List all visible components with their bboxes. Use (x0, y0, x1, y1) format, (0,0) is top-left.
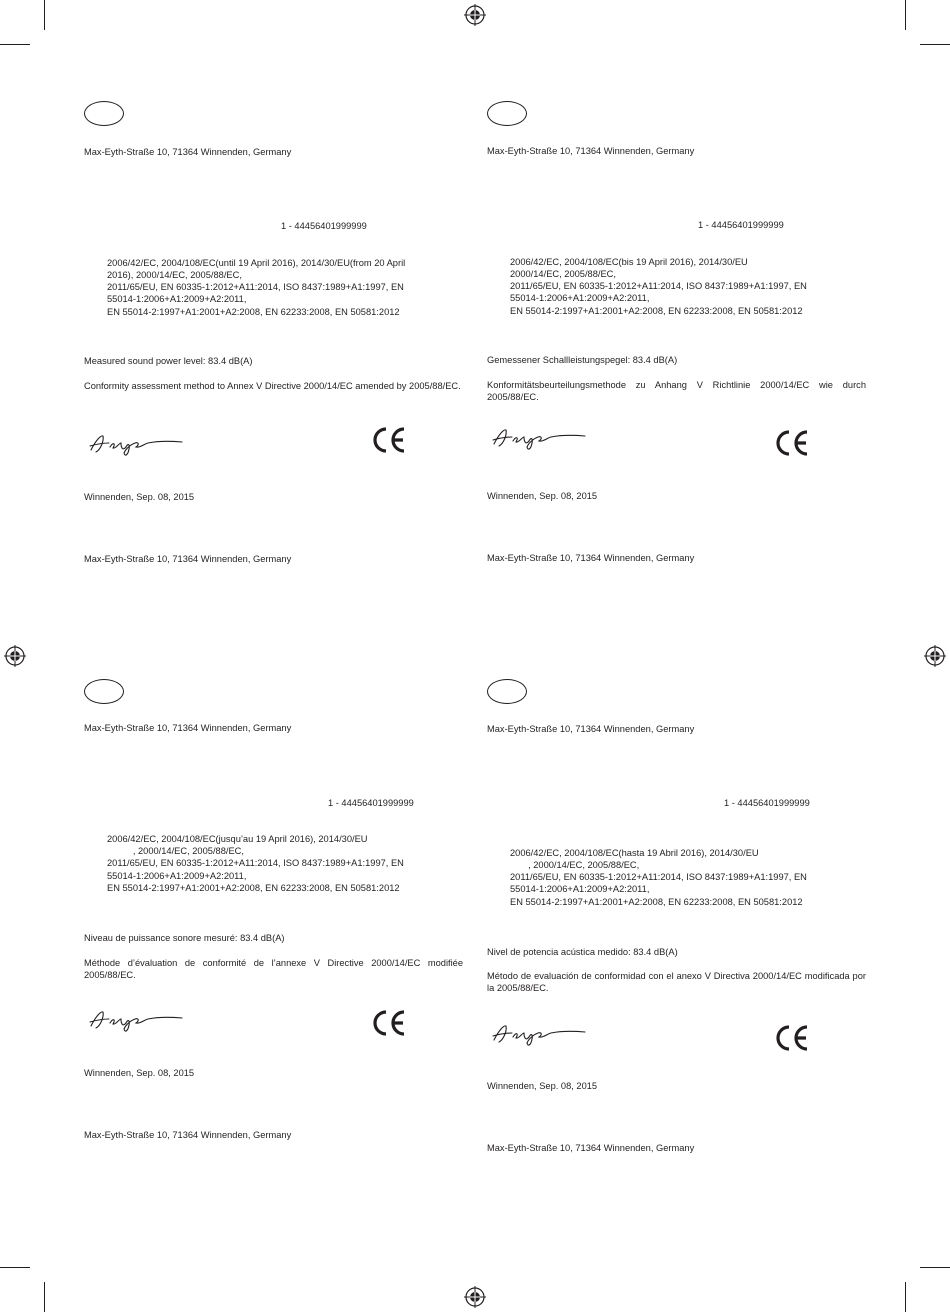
crop-mark (0, 1267, 30, 1268)
registration-mark-icon (464, 4, 486, 26)
directive-line: , 2000/14/EC, 2005/88/EC, (510, 860, 640, 870)
conformity-method: Konformitätsbeurteilungsmethode zu Anhang V Richtlinie 2000/14/EC wie durch 2005/88/EC. (487, 380, 866, 403)
directive-line: EN 55014-2:1997+A1:2001+A2:2008, EN 62233:2008, EN 50581:2012 (107, 883, 400, 893)
directive-line: 55014-1:2006+A1:2009+A2:2011, (510, 293, 650, 303)
place-date: Winnenden, Sep. 08, 2015 (84, 1068, 195, 1078)
ce-mark-icon (775, 430, 809, 456)
directive-line: 2006/42/EC, 2004/108/EC(hasta 19 Abril 2016), 2014/30/EU (510, 848, 759, 858)
manufacturer-address: Max-Eyth-Straße 10, 71364 Winnenden, Germany (487, 724, 695, 734)
language-oval (84, 679, 124, 704)
directive-line: 55014-1:2006+A1:2009+A2:2011, (510, 884, 650, 894)
place-date: Winnenden, Sep. 08, 2015 (487, 1081, 598, 1091)
conformity-method: Método de evaluación de conformidad con el anexo V Directiva 2000/14/EC modificada por la 2005/88/EC. (487, 971, 866, 994)
directive-line: EN 55014-2:1997+A1:2001+A2:2008, EN 62233:2008, EN 50581:2012 (510, 306, 803, 316)
directive-line: 2000/14/EC, 2005/88/EC, (510, 269, 616, 279)
manufacturer-address: Max-Eyth-Straße 10, 71364 Winnenden, Germany (84, 147, 292, 157)
directive-line: 2011/65/EU, EN 60335-1:2012+A11:2014, ISO 8437:1989+A1:1997, EN (510, 281, 807, 291)
crop-mark (905, 0, 906, 30)
article-number: 1 - 44456401999999 (281, 221, 367, 231)
crop-mark (44, 1282, 45, 1312)
manufacturer-address: Max-Eyth-Straße 10, 71364 Winnenden, Germany (84, 723, 292, 733)
signature (88, 1008, 184, 1034)
place-date: Winnenden, Sep. 08, 2015 (84, 492, 195, 502)
crop-mark (905, 1282, 906, 1312)
directive-line: EN 55014-2:1997+A1:2001+A2:2008, EN 62233:2008, EN 50581:2012 (510, 897, 803, 907)
language-oval (487, 679, 527, 704)
footer-address: Max-Eyth-Straße 10, 71364 Winnenden, Germany (84, 1130, 292, 1140)
language-oval (84, 101, 124, 126)
ce-mark-icon (372, 1010, 406, 1036)
directive-line: 2011/65/EU, EN 60335-1:2012+A11:2014, ISO 8437:1989+A1:1997, EN (107, 282, 404, 292)
signature (88, 432, 184, 458)
registration-mark-icon (4, 645, 26, 667)
directive-line: 55014-1:2006+A1:2009+A2:2011, (107, 871, 247, 881)
directive-line: EN 55014-2:1997+A1:2001+A2:2008, EN 62233:2008, EN 50581:2012 (107, 307, 400, 317)
ce-mark-icon (372, 427, 406, 453)
ce-mark-icon (775, 1025, 809, 1051)
language-oval (487, 101, 527, 126)
crop-mark (0, 44, 30, 45)
crop-mark (920, 1267, 950, 1268)
article-number: 1 - 44456401999999 (724, 798, 810, 808)
article-number: 1 - 44456401999999 (328, 798, 414, 808)
place-date: Winnenden, Sep. 08, 2015 (487, 491, 598, 501)
signature (491, 1022, 587, 1048)
registration-mark-icon (464, 1286, 486, 1308)
article-number: 1 - 44456401999999 (698, 220, 784, 230)
conformity-method: Méthode d’évaluation de conformité de l’annexe V Directive 2000/14/EC modifiée 2005/88/EC. (84, 958, 463, 981)
sound-power-level: Measured sound power level: 83.4 dB(A) (84, 356, 253, 366)
signature (491, 426, 587, 452)
directive-line: 2011/65/EU, EN 60335-1:2012+A11:2014, ISO 8437:1989+A1:1997, EN (107, 858, 404, 868)
conformity-method: Conformity assessment method to Annex V Directive 2000/14/EC amended by 2005/88/EC. (84, 381, 461, 391)
directive-line: 2006/42/EC, 2004/108/EC(bis 19 April 2016), 2014/30/EU (510, 257, 748, 267)
crop-mark (920, 44, 950, 45)
directive-line: 2006/42/EC, 2004/108/EC(until 19 April 2016), 2014/30/EU(from 20 April (107, 258, 406, 268)
directive-line: 55014-1:2006+A1:2009+A2:2011, (107, 294, 247, 304)
sound-power-level: Niveau de puissance sonore mesuré: 83.4 dB(A) (84, 933, 285, 943)
sound-power-level: Nivel de potencia acústica medido: 83.4 dB(A) (487, 947, 678, 957)
manufacturer-address: Max-Eyth-Straße 10, 71364 Winnenden, Germany (487, 146, 695, 156)
footer-address: Max-Eyth-Straße 10, 71364 Winnenden, Germany (487, 553, 695, 563)
registration-mark-icon (924, 645, 946, 667)
footer-address: Max-Eyth-Straße 10, 71364 Winnenden, Germany (84, 554, 292, 564)
directive-line: 2006/42/EC, 2004/108/EC(jusqu’au 19 April 2016), 2014/30/EU (107, 834, 368, 844)
directive-line: 2016), 2000/14/EC, 2005/88/EC, (107, 270, 242, 280)
directive-line: , 2000/14/EC, 2005/88/EC, (107, 846, 244, 856)
sound-power-level: Gemessener Schallleistungspegel: 83.4 dB(A) (487, 355, 678, 365)
footer-address: Max-Eyth-Straße 10, 71364 Winnenden, Germany (487, 1143, 695, 1153)
crop-mark (44, 0, 45, 30)
directive-line: 2011/65/EU, EN 60335-1:2012+A11:2014, ISO 8437:1989+A1:1997, EN (510, 872, 807, 882)
